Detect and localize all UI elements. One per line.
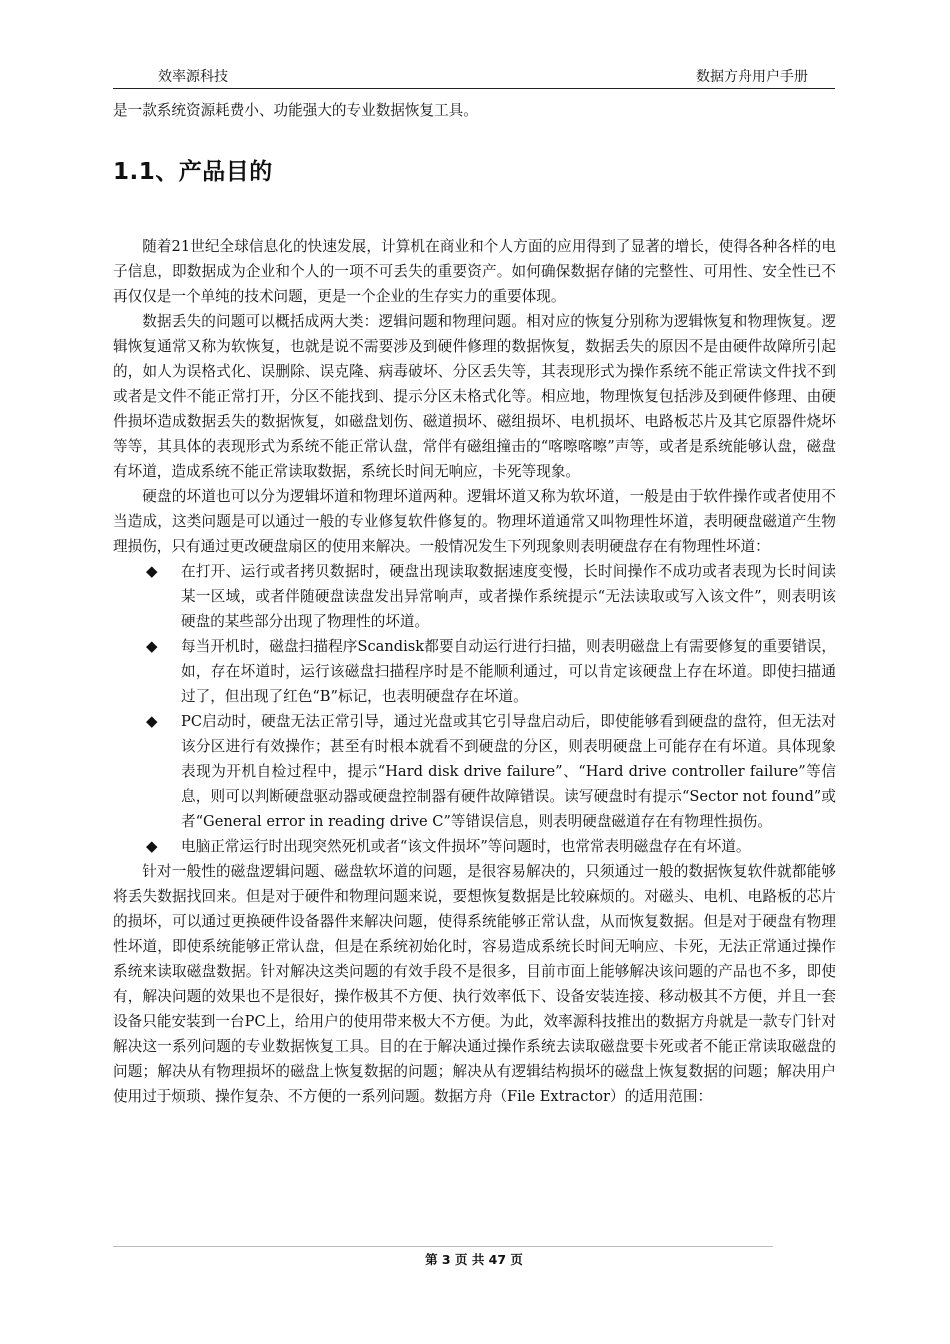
list-item-text: 在打开、运行或者拷贝数据时，硬盘出现读取数据速度变慢，长时间操作不成功或者表现为长时间读某一区域，或者伴随硬盘读盘发出异常响声，或者操作系统提示“无法读取或写入该文件”，则表明该硬盘的某些部分出现了物理性的坏道。 <box>181 563 836 630</box>
list-item <box>113 834 836 859</box>
diamond-bullet-icon: ◆ <box>146 562 158 580</box>
footer-divider <box>113 1246 773 1248</box>
page-header <box>113 62 835 89</box>
paragraph: 针对一般性的磁盘逻辑问题、磁盘软坏道的问题，是很容易解决的，只须通过一般的数据恢复软件就都能够将丢失数据找回来。但是对于硬件和物理问题来说，要想恢复数据是比较麻烦的。对磁头、电机、电路板的芯片的损坏，可以通过更换硬件设备器件来解决问题，使得系统能够正常认盘，从而恢复数据。但是对于硬盘有物理性坏道，即使系统能够正常认盘，但是在系统初始化时，容易造成系统长时间无响应、卡死，无法正常通过操作系统来读取磁盘数据。针对解决这类问题的有效手段不是很多，目前市面上能够解决该问题的产品也不多，即使有，解决问题的效果也不是很好，操作极其不方便、执行效率低下、设备安装连接、移动极其不方便，并且一套设备只能安装到一台PC上，给用户的使用带来极大不方便。为此，效率源科技推出的数据方舟就是一款专门针对解决这一系列问题的专业数据恢复工具。目的在于解决通过操作系统去读取磁盘要卡死或者不能正常读取磁盘的问题；解决从有物理损坏的磁盘上恢复数据的问题；解决从有逻辑结构损坏的磁盘上恢复数据的问题；解决用户使用过于烦琐、操作复杂、不方便的一系列问题。数据方舟（File Extractor）的适用范围： <box>113 863 836 1105</box>
intro-line: 是一款系统资源耗费小、功能强大的专业数据恢复工具。 <box>113 102 478 119</box>
document-title: 数据方舟用户手册 <box>696 69 808 85</box>
page-number: 第 3 页 共 47 页 <box>425 1252 523 1267</box>
top-content <box>113 98 836 185</box>
paragraph: 随着21世纪全球信息化的快速发展，计算机在商业和个人方面的应用得到了显著的增长，使得各种各样的电子信息，即数据成为企业和个人的一项不可丢失的重要资产。如何确保数据存储的完整性、可用性、安全性已不再仅仅是一个单纯的技术问题，更是一个企业的生存实力的重要体现。 <box>113 238 836 305</box>
company-name: 效率源科技 <box>158 69 228 85</box>
list-item <box>113 559 836 634</box>
section-body <box>113 234 836 1109</box>
symptom-list <box>113 559 836 859</box>
list-item <box>113 634 836 709</box>
section-heading: 1.1、产品目的 <box>113 159 273 185</box>
diamond-bullet-icon: ◆ <box>146 837 158 855</box>
list-item-text: PC启动时，硬盘无法正常引导，通过光盘或其它引导盘启动后，即使能够看到硬盘的盘符，但无法对该分区进行有效操作；甚至有时根本就看不到硬盘的分区，则表明硬盘上可能存在有坏道。具体现象表现为开机自检过程中，提示“Hard disk drive failure”、“Hard drive controller failure”等信息，则可以判断硬盘驱动器或硬盘控制器有硬件故障错误。读写硬盘时有提示“Sector not found”或者“General error in reading drive C”等错误信息，则表明硬盘磁道存在有物理性损伤。 <box>181 713 836 830</box>
paragraph: 数据丢失的问题可以概括成两大类：逻辑问题和物理问题。相对应的恢复分别称为逻辑恢复和物理恢复。逻辑恢复通常又称为软恢复，也就是说不需要涉及到硬件修理的数据恢复，数据丢失的原因不是由硬件故障所引起的，如人为误格式化、误删除、误克隆、病毒破坏、分区丢失等，其表现形式为操作系统不能正常读文件找不到或者是文件不能正常打开，分区不能找到、提示分区未格式化等。相应地，物理恢复包括涉及到硬件修理、由硬件损坏造成数据丢失的数据恢复，如磁盘划伤、磁道损坏、磁组损坏、电机损坏、电路板芯片及其它原器件烧坏等等，其具体的表现形式为系统不能正常认盘，常伴有磁组撞击的“喀嚓喀嚓”声等，或者是系统能够认盘，磁盘有坏道，造成系统不能正常读取数据，系统长时间无响应，卡死等现象。 <box>113 313 836 480</box>
list-item-text: 每当开机时，磁盘扫描程序Scandisk都要自动运行进行扫描，则表明磁盘上有需要修复的重要错误，如，存在坏道时，运行该磁盘扫描程序时是不能顺利通过，可以肯定该硬盘上存在坏道。即使扫描通过了，但出现了红色“B”标记，也表明硬盘存在坏道。 <box>181 638 836 705</box>
list-item-text: 电脑正常运行时出现突然死机或者“该文件损坏”等问题时，也常常表明磁盘存在有坏道。 <box>181 838 751 855</box>
list-item <box>113 709 836 834</box>
diamond-bullet-icon: ◆ <box>146 637 158 655</box>
diamond-bullet-icon: ◆ <box>146 712 158 730</box>
paragraph: 硬盘的坏道也可以分为逻辑坏道和物理坏道两种。逻辑坏道又称为软坏道，一般是由于软件操作或者使用不当造成，这类问题是可以通过一般的专业修复软件修复的。物理坏道通常又叫物理性坏道，表明硬盘磁道产生物理损伤，只有通过更改硬盘扇区的使用来解决。一般情况发生下列现象则表明硬盘存在有物理性坏道： <box>113 488 836 555</box>
